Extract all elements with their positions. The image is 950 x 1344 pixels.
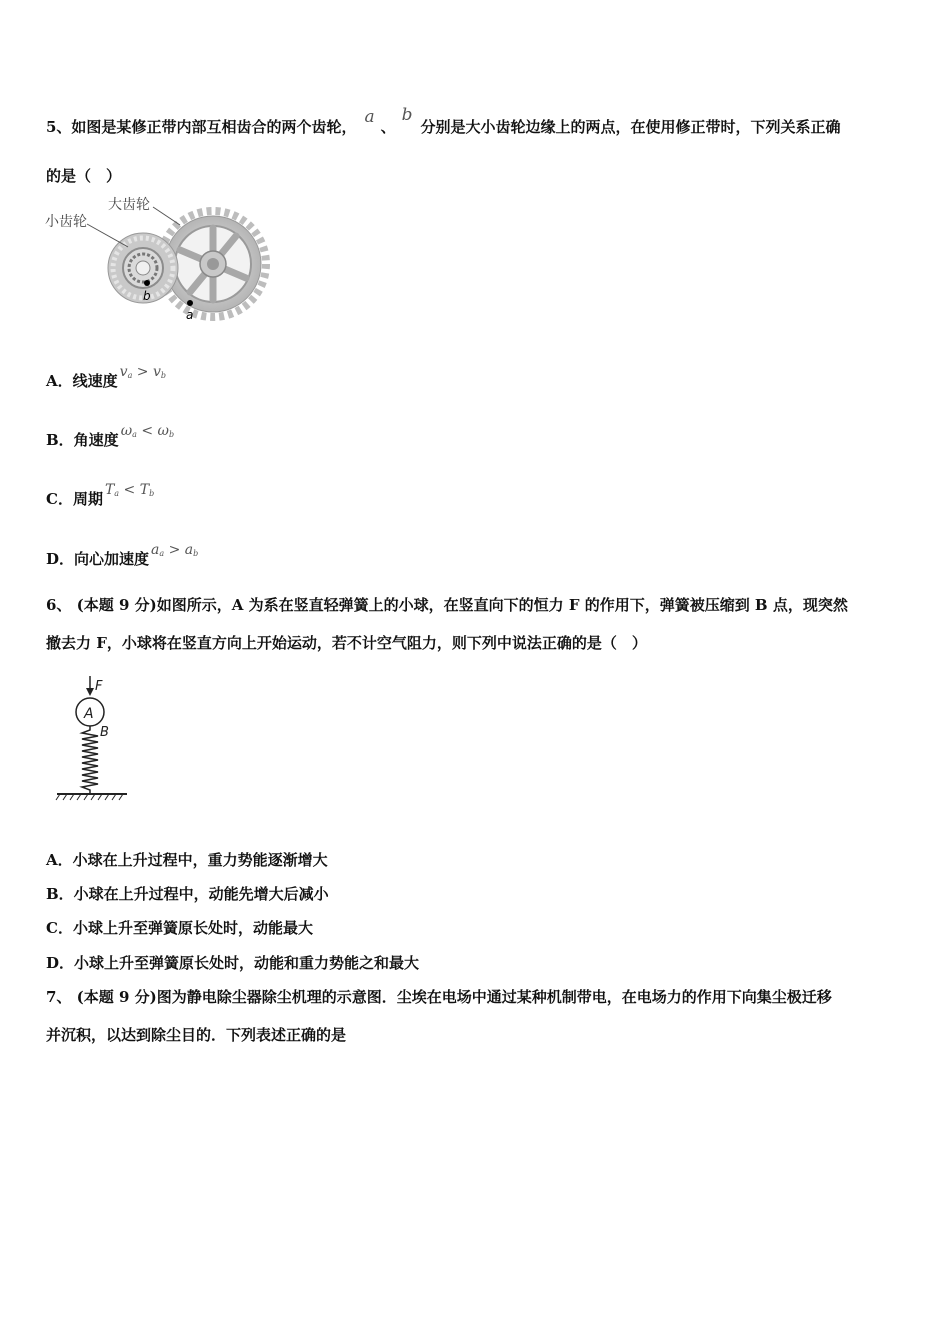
point-a-label: a (186, 308, 194, 322)
q6-option-b[interactable]: B．小球在上升过程中，动能先增大后减小 (46, 885, 329, 903)
option-formula: $v_a > v_b$ (119, 364, 167, 380)
q6-stem-line1: 6、 (本题 9 分)如图所示，A 为系在竖直轻弹簧上的小球，在竖直向下的恒力 F 的作用下，弹簧被压缩到 B 点，现突然 (46, 596, 848, 614)
option-formula: $a_a > a_b$ (151, 542, 199, 558)
option-label: C．周期 (46, 490, 103, 508)
q5-stem-line2: 的是（ ） (46, 167, 122, 185)
option-label: B．角速度 (46, 431, 119, 449)
q6-option-c[interactable]: C．小球上升至弹簧原长处时，动能最大 (46, 919, 313, 937)
label-small-gear: 小齿轮 (45, 214, 87, 230)
option-label: D．向心加速度 (46, 550, 150, 568)
q5-stem-line1 (46, 105, 841, 137)
label-big-gear: 大齿轮 (108, 197, 150, 213)
q5-option-b[interactable] (46, 423, 175, 450)
point-b-dot (144, 280, 150, 286)
q5-option-d[interactable] (46, 542, 199, 569)
point-a-dot (187, 300, 193, 306)
q7-stem-line2: 并沉积，以达到除尘目的．下列表述正确的是 (46, 1026, 347, 1044)
q5-var-b: b (401, 105, 413, 125)
q5-separator: 、 (380, 118, 396, 136)
q7-stem-line1: 7、 (本题 9 分)图为静电除尘器除尘机理的示意图．尘埃在电场中通过某种机制带电，在电场力的作用下向集尘极迁移 (46, 988, 832, 1006)
q5-var-a: a (364, 107, 375, 127)
option-formula: $T_a < T_b$ (104, 482, 155, 498)
q5-stem-suffix: 分别是大小齿轮边缘上的两点，在使用修正带时，下列关系正确 (420, 118, 841, 136)
q6-option-d[interactable]: D．小球上升至弹簧原长处时，动能和重力势能之和最大 (46, 954, 420, 972)
q6-stem-line2: 撤去力 F，小球将在竖直方向上开始运动，若不计空气阻力，则下列中说法正确的是（ ） (46, 634, 647, 652)
ball-label: A (84, 706, 94, 722)
q6-spring-figure (52, 672, 137, 804)
option-formula: $\omega_a < \omega_b$ (120, 423, 175, 439)
point-b-label: b (143, 289, 151, 303)
q5-stem-prefix: 5、如图是某修正带内部互相齿合的两个齿轮， (46, 118, 357, 136)
force-label: F (95, 679, 103, 694)
q5-option-a[interactable] (46, 364, 167, 391)
spring (82, 726, 98, 794)
point-b-label: B (100, 725, 109, 740)
option-label: A．线速度 (46, 372, 118, 390)
q5-option-c[interactable] (46, 482, 155, 509)
q5-gear-figure (40, 190, 275, 325)
q6-option-a[interactable]: A．小球在上升过程中，重力势能逐渐增大 (46, 851, 328, 869)
